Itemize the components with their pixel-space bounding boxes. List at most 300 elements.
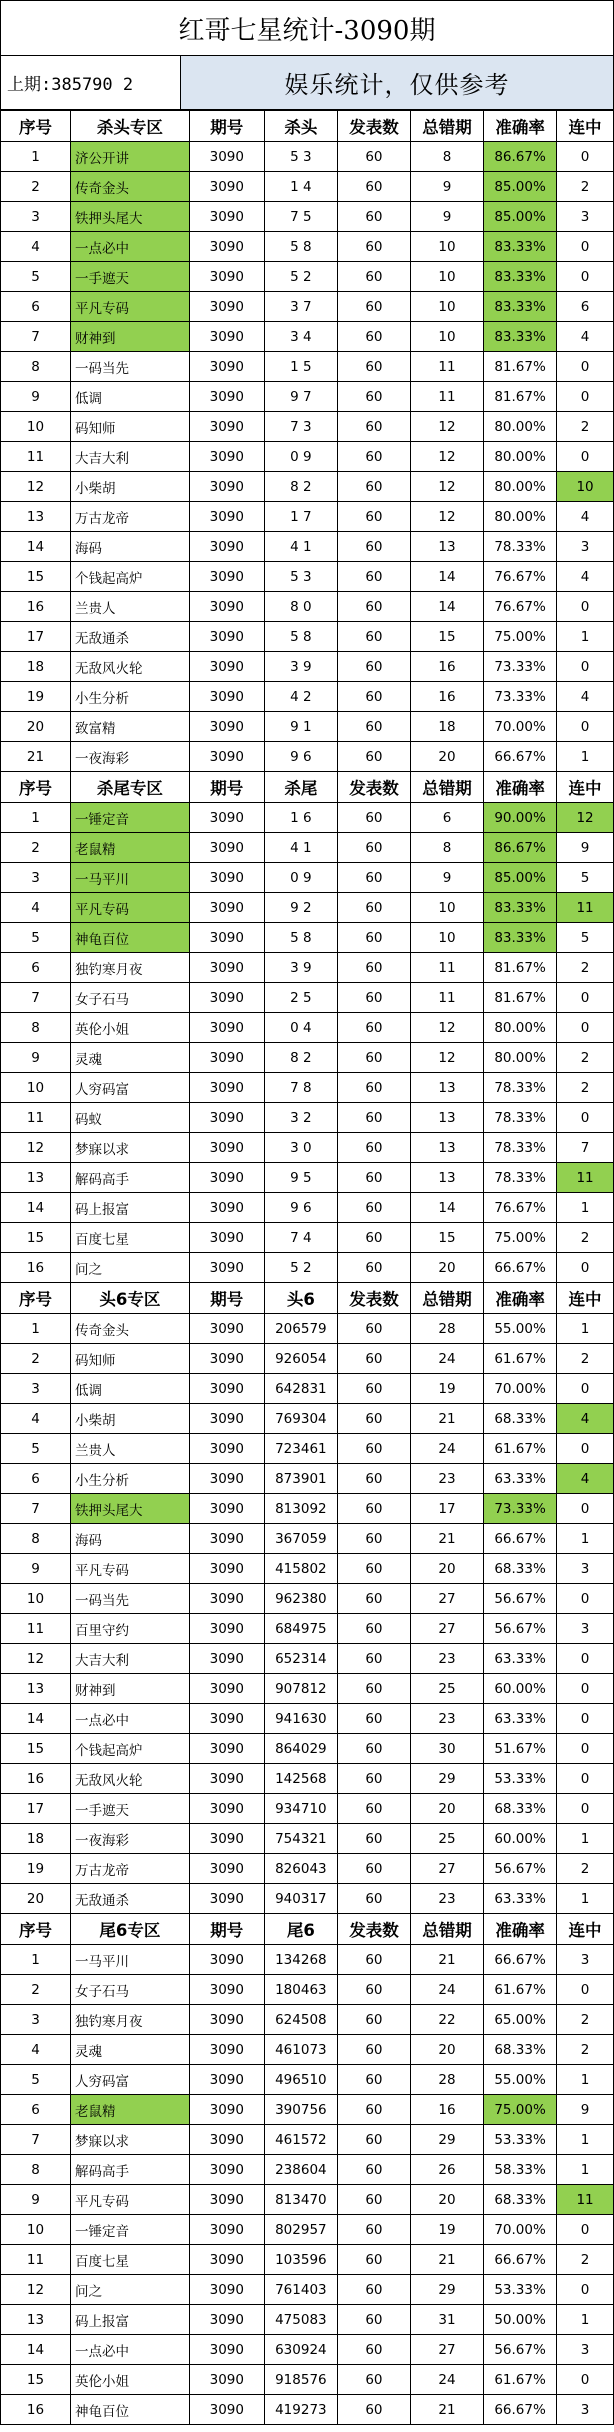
period-header: 期号 [189,1283,264,1314]
streak-cell: 5 [557,863,614,893]
period-cell: 3090 [189,2245,264,2275]
serial-cell: 8 [1,352,71,382]
period-cell: 3090 [189,1223,264,1253]
serial-cell: 3 [1,202,71,232]
miss-count-cell: 29 [410,2125,483,2155]
miss-count-cell: 13 [410,1073,483,1103]
serial-cell: 11 [1,442,71,472]
streak-cell: 0 [557,1374,614,1404]
serial-cell: 3 [1,2005,71,2035]
post-count-cell: 60 [337,1223,410,1253]
accuracy-cell: 73.33% [484,682,557,712]
table-row [1,893,614,923]
expert-name-cell: 铁押头尾大 [71,202,190,232]
section-header-row [1,772,614,803]
expert-name-cell: 百度七星 [71,2245,190,2275]
accuracy-cell: 56.67% [484,1584,557,1614]
post-count-cell: 60 [337,682,410,712]
serial-cell: 9 [1,382,71,412]
miss-count-cell: 20 [410,1253,483,1283]
post-count-cell: 60 [337,863,410,893]
code-cell: 3 4 [264,322,337,352]
accuracy-cell: 73.33% [484,1494,557,1524]
post-count-cell: 60 [337,172,410,202]
miss-count-cell: 27 [410,2335,483,2365]
period-cell: 3090 [189,893,264,923]
table-row [1,172,614,202]
period-cell: 3090 [189,1103,264,1133]
accuracy-cell: 80.00% [484,1043,557,1073]
post-count-cell: 60 [337,833,410,863]
streak-cell: 2 [557,2245,614,2275]
streak-cell: 0 [557,142,614,172]
miss-count-cell: 20 [410,1554,483,1584]
code-cell: 813470 [264,2185,337,2215]
period-header: 期号 [189,1914,264,1945]
period-cell: 3090 [189,923,264,953]
expert-name-cell: 传奇金头 [71,1314,190,1344]
streak-cell: 1 [557,2125,614,2155]
expert-name-cell: 个钱起高炉 [71,1734,190,1764]
table-row [1,532,614,562]
miss-count-cell: 8 [410,833,483,863]
streak-cell: 3 [557,1945,614,1975]
period-cell: 3090 [189,983,264,1013]
post-count-cell: 60 [337,1013,410,1043]
miss-count-cell: 16 [410,2095,483,2125]
miss-count-header: 总错期 [410,772,483,803]
serial-cell: 10 [1,1073,71,1103]
accuracy-cell: 80.00% [484,442,557,472]
streak-cell: 11 [557,893,614,923]
code-cell: 8 0 [264,592,337,622]
streak-cell: 0 [557,1674,614,1704]
code-cell: 5 8 [264,923,337,953]
code-header: 杀头 [264,111,337,142]
streak-cell: 0 [557,382,614,412]
section-header-row [1,111,614,142]
miss-count-cell: 30 [410,1734,483,1764]
accuracy-cell: 63.33% [484,1464,557,1494]
zone-header: 尾6专区 [71,1914,190,1945]
table-row [1,2155,614,2185]
streak-cell: 1 [557,1884,614,1914]
expert-name-cell: 一手遮天 [71,262,190,292]
code-cell: 9 2 [264,893,337,923]
post-count-cell: 60 [337,262,410,292]
period-cell: 3090 [189,803,264,833]
code-cell: 134268 [264,1945,337,1975]
code-cell: 5 8 [264,622,337,652]
section-header-row [1,1283,614,1314]
miss-count-cell: 24 [410,2365,483,2395]
table-row [1,1644,614,1674]
expert-name-cell: 小生分析 [71,1464,190,1494]
expert-name-cell: 码上报富 [71,1193,190,1223]
table-row [1,1013,614,1043]
code-cell: 684975 [264,1614,337,1644]
post-count-cell: 60 [337,1103,410,1133]
period-cell: 3090 [189,1975,264,2005]
serial-header: 序号 [1,1283,71,1314]
post-count-cell: 60 [337,1854,410,1884]
miss-count-cell: 21 [410,1404,483,1434]
serial-cell: 21 [1,742,71,772]
expert-name-cell: 无敌通杀 [71,1884,190,1914]
code-cell: 7 5 [264,202,337,232]
serial-cell: 5 [1,2065,71,2095]
period-cell: 3090 [189,1314,264,1344]
streak-header: 连中 [557,1283,614,1314]
post-count-cell: 60 [337,1614,410,1644]
zone-header: 头6专区 [71,1283,190,1314]
miss-count-cell: 9 [410,202,483,232]
serial-cell: 5 [1,1434,71,1464]
accuracy-cell: 50.00% [484,2305,557,2335]
table-row [1,953,614,983]
code-header: 尾6 [264,1914,337,1945]
serial-cell: 17 [1,622,71,652]
period-cell: 3090 [189,2365,264,2395]
post-count-cell: 60 [337,1674,410,1704]
miss-count-cell: 18 [410,712,483,742]
streak-cell: 4 [557,322,614,352]
expert-name-cell: 人穷码富 [71,1073,190,1103]
period-cell: 3090 [189,322,264,352]
serial-cell: 4 [1,1404,71,1434]
post-count-cell: 60 [337,2125,410,2155]
accuracy-cell: 83.33% [484,262,557,292]
miss-count-cell: 12 [410,1013,483,1043]
serial-cell: 10 [1,1584,71,1614]
accuracy-cell: 66.67% [484,2245,557,2275]
code-cell: 940317 [264,1884,337,1914]
accuracy-cell: 56.67% [484,1854,557,1884]
accuracy-cell: 63.33% [484,1704,557,1734]
serial-cell: 13 [1,1674,71,1704]
post-count-cell: 60 [337,622,410,652]
period-cell: 3090 [189,2065,264,2095]
table-row [1,2185,614,2215]
miss-count-cell: 19 [410,2215,483,2245]
miss-count-cell: 19 [410,1374,483,1404]
code-cell: 630924 [264,2335,337,2365]
period-cell: 3090 [189,833,264,863]
code-cell: 907812 [264,1674,337,1704]
code-cell: 4 1 [264,532,337,562]
post-count-cell: 60 [337,742,410,772]
accuracy-cell: 73.33% [484,652,557,682]
accuracy-cell: 78.33% [484,532,557,562]
table-row [1,2275,614,2305]
accuracy-cell: 51.67% [484,1734,557,1764]
expert-name-cell: 人穷码富 [71,2065,190,2095]
code-cell: 9 1 [264,712,337,742]
accuracy-cell: 78.33% [484,1073,557,1103]
post-count-cell: 60 [337,2395,410,2425]
accuracy-cell: 63.33% [484,1644,557,1674]
accuracy-cell: 70.00% [484,1374,557,1404]
miss-count-cell: 21 [410,1945,483,1975]
period-cell: 3090 [189,682,264,712]
accuracy-cell: 61.67% [484,1434,557,1464]
serial-cell: 10 [1,412,71,442]
post-count-cell: 60 [337,1073,410,1103]
streak-cell: 0 [557,232,614,262]
post-count-cell: 60 [337,502,410,532]
table-row [1,562,614,592]
expert-name-cell: 老鼠精 [71,2095,190,2125]
expert-name-cell: 一点必中 [71,1704,190,1734]
streak-cell: 0 [557,1975,614,2005]
accuracy-cell: 80.00% [484,412,557,442]
miss-count-cell: 25 [410,1824,483,1854]
post-count-cell: 60 [337,1794,410,1824]
period-cell: 3090 [189,1344,264,1374]
post-count-cell: 60 [337,2155,410,2185]
serial-cell: 7 [1,983,71,1013]
accuracy-cell: 78.33% [484,1163,557,1193]
accuracy-cell: 53.33% [484,1764,557,1794]
streak-cell: 0 [557,1764,614,1794]
table-row [1,1193,614,1223]
code-cell: 826043 [264,1854,337,1884]
expert-name-cell: 铁押头尾大 [71,1494,190,1524]
streak-cell: 4 [557,1404,614,1434]
post-count-cell: 60 [337,1314,410,1344]
serial-cell: 10 [1,2215,71,2245]
miss-count-cell: 13 [410,532,483,562]
post-count-cell: 60 [337,442,410,472]
streak-cell: 2 [557,172,614,202]
expert-name-cell: 万古龙帝 [71,502,190,532]
period-cell: 3090 [189,2155,264,2185]
period-cell: 3090 [189,2035,264,2065]
accuracy-cell: 68.33% [484,2035,557,2065]
expert-name-cell: 问之 [71,2275,190,2305]
period-cell: 3090 [189,262,264,292]
accuracy-cell: 60.00% [484,1674,557,1704]
post-count-cell: 60 [337,2185,410,2215]
period-cell: 3090 [189,2005,264,2035]
miss-count-header: 总错期 [410,1914,483,1945]
miss-count-cell: 24 [410,1344,483,1374]
serial-header: 序号 [1,111,71,142]
period-header: 期号 [189,772,264,803]
streak-cell: 2 [557,2005,614,2035]
period-cell: 3090 [189,2335,264,2365]
expert-name-cell: 万古龙帝 [71,1854,190,1884]
expert-name-cell: 码蚁 [71,1103,190,1133]
table-row [1,412,614,442]
table-row [1,652,614,682]
accuracy-cell: 58.33% [484,2155,557,2185]
period-cell: 3090 [189,292,264,322]
table-row [1,1464,614,1494]
period-cell: 3090 [189,562,264,592]
expert-name-cell: 小生分析 [71,682,190,712]
period-cell: 3090 [189,953,264,983]
post-count-cell: 60 [337,1464,410,1494]
code-cell: 926054 [264,1344,337,1374]
expert-name-cell: 小柴胡 [71,1404,190,1434]
streak-cell: 0 [557,442,614,472]
period-cell: 3090 [189,1854,264,1884]
period-cell: 3090 [189,1824,264,1854]
code-cell: 9 6 [264,742,337,772]
table-row [1,292,614,322]
table-row [1,2035,614,2065]
code-cell: 962380 [264,1584,337,1614]
miss-count-cell: 29 [410,2275,483,2305]
miss-count-cell: 14 [410,1193,483,1223]
serial-cell: 15 [1,562,71,592]
serial-cell: 2 [1,1975,71,2005]
serial-header: 序号 [1,1914,71,1945]
streak-cell: 0 [557,1794,614,1824]
streak-cell: 0 [557,2275,614,2305]
miss-count-header: 总错期 [410,111,483,142]
period-cell: 3090 [189,1554,264,1584]
period-cell: 3090 [189,2395,264,2425]
serial-cell: 9 [1,2185,71,2215]
post-count-cell: 60 [337,803,410,833]
streak-cell: 3 [557,532,614,562]
post-count-cell: 60 [337,1133,410,1163]
period-cell: 3090 [189,2305,264,2335]
serial-header: 序号 [1,772,71,803]
post-count-cell: 60 [337,352,410,382]
miss-count-cell: 20 [410,2035,483,2065]
serial-cell: 7 [1,2125,71,2155]
code-cell: 9 6 [264,1193,337,1223]
miss-count-cell: 28 [410,1314,483,1344]
serial-cell: 3 [1,1374,71,1404]
post-count-cell: 60 [337,2275,410,2305]
code-cell: 1 7 [264,502,337,532]
code-cell: 802957 [264,2215,337,2245]
serial-cell: 14 [1,1704,71,1734]
accuracy-cell: 85.00% [484,863,557,893]
expert-name-cell: 大吉大利 [71,442,190,472]
accuracy-cell: 83.33% [484,322,557,352]
post-count-cell: 60 [337,292,410,322]
table-row [1,442,614,472]
expert-name-cell: 码知师 [71,412,190,442]
serial-cell: 7 [1,1494,71,1524]
table-row [1,322,614,352]
streak-header: 连中 [557,1914,614,1945]
serial-cell: 16 [1,2395,71,2425]
period-cell: 3090 [189,2125,264,2155]
table-row [1,682,614,712]
post-count-cell: 60 [337,1163,410,1193]
stats-table [0,110,614,2425]
period-cell: 3090 [189,1133,264,1163]
streak-header: 连中 [557,111,614,142]
serial-cell: 15 [1,1223,71,1253]
post-count-cell: 60 [337,1644,410,1674]
streak-cell: 4 [557,682,614,712]
table-row [1,1374,614,1404]
code-cell: 624508 [264,2005,337,2035]
table-row [1,2395,614,2425]
serial-cell: 2 [1,1344,71,1374]
code-cell: 4 2 [264,682,337,712]
code-cell: 761403 [264,2275,337,2305]
table-row [1,1404,614,1434]
serial-cell: 15 [1,1734,71,1764]
table-row [1,803,614,833]
streak-cell: 0 [557,2365,614,2395]
miss-count-cell: 24 [410,1975,483,2005]
miss-count-cell: 23 [410,1464,483,1494]
expert-name-cell: 一锤定音 [71,2215,190,2245]
streak-header: 连中 [557,772,614,803]
expert-name-cell: 码上报富 [71,2305,190,2335]
period-cell: 3090 [189,1794,264,1824]
expert-name-cell: 一点必中 [71,2335,190,2365]
expert-name-cell: 问之 [71,1253,190,1283]
serial-cell: 17 [1,1794,71,1824]
post-count-cell: 60 [337,1404,410,1434]
code-cell: 5 2 [264,262,337,292]
post-count-cell: 60 [337,322,410,352]
table-row [1,1344,614,1374]
streak-cell: 1 [557,622,614,652]
period-cell: 3090 [189,1704,264,1734]
serial-cell: 11 [1,2245,71,2275]
expert-name-cell: 无敌风火轮 [71,1764,190,1794]
post-count-cell: 60 [337,1554,410,1584]
table-row [1,1043,614,1073]
period-cell: 3090 [189,1674,264,1704]
table-row [1,1163,614,1193]
streak-cell: 0 [557,712,614,742]
table-row [1,1253,614,1283]
streak-cell: 0 [557,352,614,382]
serial-cell: 11 [1,1614,71,1644]
expert-name-cell: 梦寐以求 [71,1133,190,1163]
table-row [1,502,614,532]
accuracy-cell: 86.67% [484,833,557,863]
serial-cell: 4 [1,232,71,262]
serial-cell: 13 [1,502,71,532]
post-count-cell: 60 [337,1193,410,1223]
streak-cell: 1 [557,2065,614,2095]
streak-cell: 12 [557,803,614,833]
accuracy-cell: 66.67% [484,1253,557,1283]
expert-name-cell: 济公开讲 [71,142,190,172]
period-cell: 3090 [189,232,264,262]
expert-name-cell: 海码 [71,1524,190,1554]
period-cell: 3090 [189,1374,264,1404]
post-count-cell: 60 [337,532,410,562]
expert-name-cell: 大吉大利 [71,1644,190,1674]
miss-count-cell: 29 [410,1764,483,1794]
miss-count-cell: 12 [410,1043,483,1073]
serial-cell: 9 [1,1043,71,1073]
code-cell: 0 4 [264,1013,337,1043]
accuracy-cell: 66.67% [484,1945,557,1975]
serial-cell: 12 [1,472,71,502]
period-cell: 3090 [189,1464,264,1494]
code-cell: 5 2 [264,1253,337,1283]
post-count-cell: 60 [337,2335,410,2365]
accuracy-cell: 76.67% [484,1193,557,1223]
streak-cell: 0 [557,1584,614,1614]
serial-cell: 11 [1,1103,71,1133]
